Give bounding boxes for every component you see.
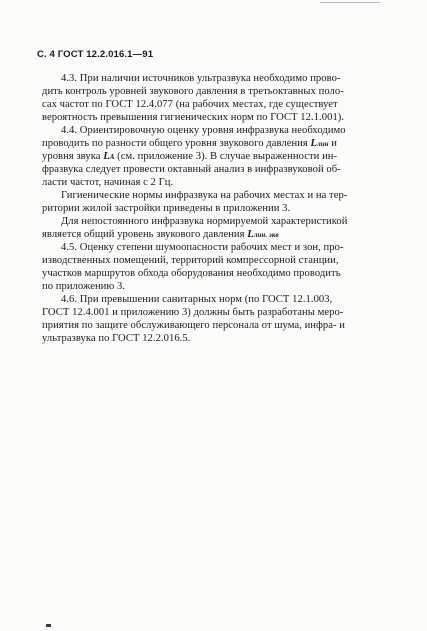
- scan-artifact: [46, 624, 51, 627]
- paragraph-line: участков маршрутов обхода оборудования необходимо проводить: [42, 268, 341, 279]
- line-text: проводить по разности общего уровня звукового давления: [42, 138, 308, 149]
- paragraph-line-with-symbol: [42, 150, 337, 164]
- paragraph-line: ритории жилой застройки приведены в приложении 3.: [42, 203, 291, 214]
- paragraph-line: Для непостоянного инфразвука нормируемой характеристикой: [61, 216, 348, 227]
- symbol-subscript: лин. экв: [253, 231, 279, 239]
- conjunction: и: [331, 138, 338, 149]
- paragraph-line: 4.5. Оценку степени шумоопасности рабочих мест и зон, про-: [61, 242, 344, 253]
- paragraph-line: 4.4. Ориентировочную оценку уровня инфразвука необходимо: [61, 125, 346, 136]
- symbol-subscript: A: [109, 153, 115, 161]
- line-text: является общий уровень звукового давления: [42, 229, 245, 240]
- paragraph-line: приятия по защите обслуживающего персонала от шума, инфра- и: [42, 320, 346, 331]
- line-text: уровня звука: [42, 151, 101, 162]
- paragraph-line: вероятность превышения гигиенических норм по ГОСТ 12.1.001).: [42, 112, 345, 123]
- paragraph-line: ласти частот, начиная с 2 Гц.: [42, 177, 174, 188]
- paragraph-line: Гигиенические нормы инфразвука на рабочих местах и на тер-: [61, 190, 348, 201]
- paragraph-line: по приложению 3.: [42, 281, 126, 292]
- paragraph-line-with-symbol: [42, 137, 337, 151]
- paragraph-line: 4.3. При наличии источников ультразвука необходимо прово-: [61, 73, 341, 84]
- symbol-L: L: [247, 229, 254, 240]
- page-header: С. 4 ГОСТ 12.2.016.1—91: [37, 49, 154, 60]
- paragraph-line-with-symbol: [42, 228, 279, 242]
- scan-artifact: [320, 2, 380, 3]
- symbol-subscript: лин: [317, 140, 329, 148]
- paragraph-line: фразвука следует провести октавный анализ в инфразвуковой об-: [42, 164, 341, 175]
- symbol-L: L: [310, 138, 318, 149]
- line-text: (см. приложение 3). В случае выраженности ин-: [117, 151, 338, 162]
- paragraph-line: ГОСТ 12.4.001 и приложению 3) должны быть разработаны меро-: [42, 307, 344, 318]
- paragraph-line: дить контроль уровней звукового давления в третьоктавных поло-: [42, 86, 344, 97]
- paragraph-line: 4.6. При превышении санитарных норм (по ГОСТ 12.1.003,: [61, 294, 333, 305]
- paragraph-line: изводственных помещений, территорий компрессорной станции,: [42, 255, 339, 266]
- paragraph-line: сах частот по ГОСТ 12.4.077 (на рабочих местах, где существует: [42, 99, 338, 110]
- symbol-LA: L: [103, 151, 110, 162]
- paragraph-line: ультразвука по ГОСТ 12.2.016.5.: [42, 333, 191, 344]
